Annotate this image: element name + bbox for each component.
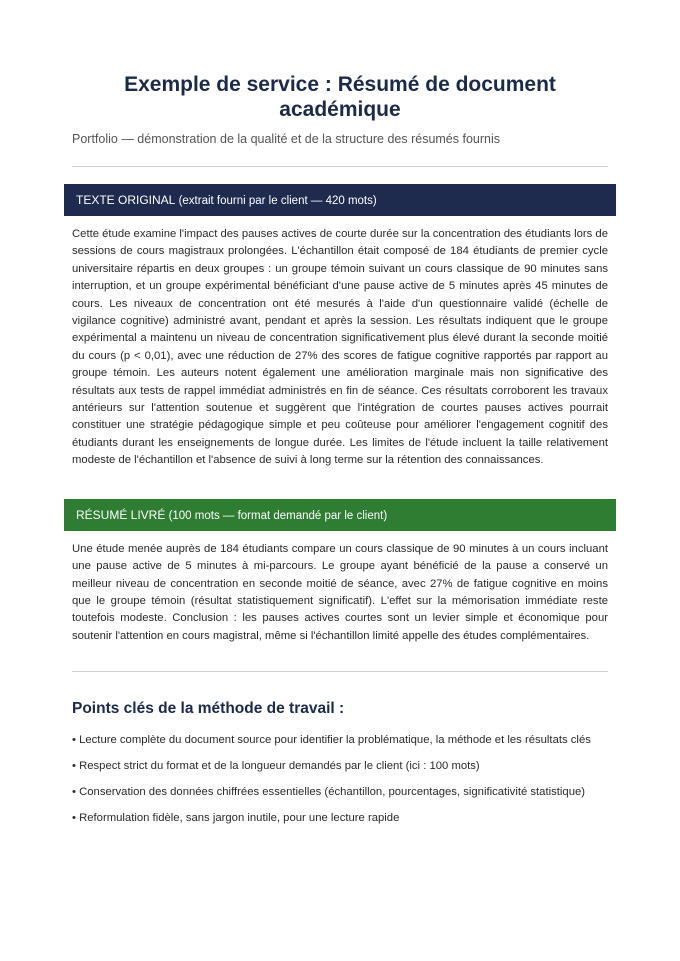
summary-text-body: Une étude menée auprès de 184 étudiants compare un cours classique de 90 minutes à un cours incluant une pause active de 5 minutes à mi-parcours. Le groupe ayant bénéficié de la pause a conservé un meilleur niveau de concentration en seconde moitié de séance, avec 27% de fatigue cognitive en moins que le groupe témoin (résultat statistiquement significatif). L'effet sur la mémorisation immédiate reste toutefois modeste. Conclusion : les pauses actives courtes sont un levier simple et économique pour soutenir l'attention en cours magistral, même si l'échantillon limité appelle des études complémentaires. [72, 542, 608, 642]
method-point: • Respect strict du format et de la longueur demandés par le client (ici : 100 mots) [72, 760, 480, 773]
method-points-list [72, 732, 608, 826]
divider [72, 671, 608, 672]
original-heading-label: TEXTE ORIGINAL [76, 193, 176, 207]
original-heading-note: (extrait fourni par le client — 420 mots) [178, 195, 377, 207]
method-point: • Reformulation fidèle, sans jargon inutile, pour une lecture rapide [72, 812, 400, 825]
original-text-heading [64, 184, 616, 216]
divider [72, 166, 608, 167]
method-point: • Lecture complète du document source pour identifier la problématique, la méthode et les résultats clés [72, 734, 591, 747]
method-heading: Points clés de la méthode de travail : [72, 700, 345, 718]
method-point: • Conservation des données chiffrées essentielles (échantillon, pourcentages, significativité statistique) [72, 786, 586, 799]
summary-heading-label: RÉSUMÉ LIVRÉ [76, 507, 166, 522]
page-title: Exemple de service : Résumé de document académique [124, 73, 556, 121]
page-subtitle: Portfolio — démonstration de la qualité et de la structure des résumés fournis [72, 132, 500, 146]
summary-heading [64, 499, 616, 531]
original-text-body: Cette étude examine l'impact des pauses actives de courte durée sur la concentration des étudiants lors de sessions de cours magistraux prolongées. L'échantillon était composé de 184 étudiants de premier cycle universitaire répartis en deux groupes : un groupe témoin suivant un cours classique de 90 minutes sans interruption, et un groupe expérimental bénéficiant d'une pause active de 5 minutes après 45 minutes de cours. Les niveaux de concentration ont été mesurés à l'aide d'un questionnaire validé (échelle de vigilance cognitive) administré avant, pendant et après la session. Les résultats indiquent que le groupe expérimental a maintenu un niveau de concentration significativement plus élevé durant la seconde moitié du cours (p < 0,01), avec une réduction de 27% des scores de fatigue cognitive rapportés par rapport au groupe témoin. Les auteurs notent également une amélioration marginale mais non significative des résultats aux tests de rappel immédiat administrés en fin de séance. Ces résultats corroborent les travaux antérieurs sur l'attention soutenue et suggèrent que l'intégration de courtes pauses actives pourrait constituer une stratégie pédagogique simple et peu coûteuse pour améliorer l'engagement cognitif des étudiants durant les enseignements de longue durée. Les limites de l'étude incluent la taille relativement modeste de l'échantillon et l'absence de suivi à long terme sur la rétention des connaissances. [72, 228, 608, 467]
summary-heading-note: (100 mots — format demandé par le client) [168, 509, 388, 522]
